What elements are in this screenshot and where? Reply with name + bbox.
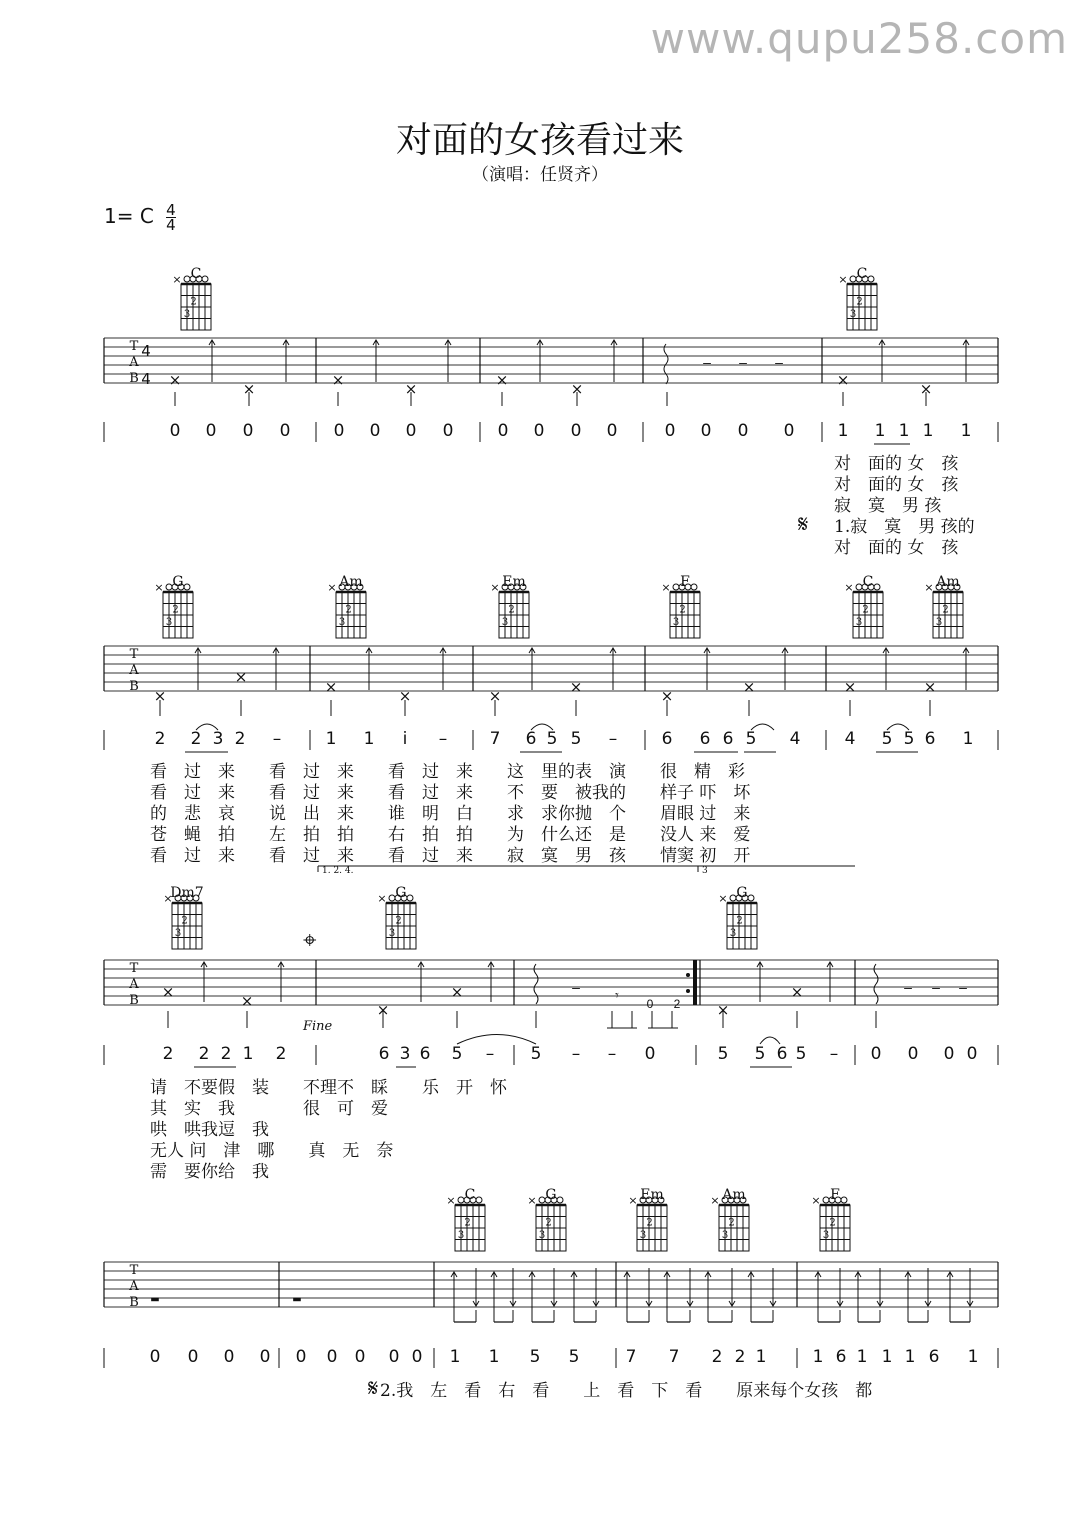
jianpu-number: 1 bbox=[755, 1347, 767, 1367]
tab-clef-b: B bbox=[129, 993, 139, 1008]
muted-string-marker: × bbox=[628, 1194, 638, 1207]
lyric-line: 请 不要假 装 不理不 睬 乐 开 怀 bbox=[150, 1078, 507, 1098]
jianpu-number: 5 bbox=[717, 1044, 729, 1064]
jianpu-number: 1 bbox=[856, 1347, 868, 1367]
jianpu-number: 3 bbox=[212, 729, 224, 749]
tab-clef-a: A bbox=[129, 663, 139, 678]
muted-string-marker: × bbox=[327, 581, 337, 594]
jianpu-number: 0 bbox=[533, 421, 545, 441]
jianpu-number: 7 bbox=[668, 1347, 680, 1367]
muted-string-marker: × bbox=[163, 892, 173, 905]
tab-clef-t: T bbox=[129, 1263, 139, 1278]
jianpu-number: 5 bbox=[530, 1044, 542, 1064]
muted-string-marker: × bbox=[718, 892, 728, 905]
lyric-line: 寂 寞 男 孩 bbox=[834, 496, 942, 516]
jianpu-number: – bbox=[571, 1044, 581, 1064]
finger-number: 2 bbox=[728, 1217, 735, 1229]
muted-string-marker: × bbox=[924, 581, 934, 594]
coda-sign: ⌖ bbox=[303, 926, 317, 954]
first-ending-label: 1. 2. 4. bbox=[322, 866, 354, 876]
muted-string-marker: × bbox=[661, 581, 671, 594]
jianpu-number: 1 bbox=[904, 1347, 916, 1367]
chord-name: C bbox=[464, 1187, 476, 1203]
jianpu-number: 1 bbox=[449, 1347, 461, 1367]
jianpu-number: – bbox=[608, 729, 618, 749]
finger-number: 2 bbox=[856, 296, 863, 308]
jianpu-number: 0 bbox=[333, 421, 345, 441]
finger-number: 2 bbox=[736, 915, 743, 927]
jianpu-number: 4 bbox=[844, 729, 856, 749]
whole-rest: ▬ bbox=[292, 1294, 302, 1305]
jianpu-number: 0 bbox=[411, 1347, 423, 1367]
jianpu-number: 2 bbox=[711, 1347, 723, 1367]
jianpu-number: 5 bbox=[881, 729, 893, 749]
muted-string-marker: × bbox=[710, 1194, 720, 1207]
jianpu-number: 5 bbox=[795, 1044, 807, 1064]
finger-number: 2 bbox=[862, 604, 869, 616]
rest-dash: – bbox=[904, 979, 912, 995]
jianpu-number: 1 bbox=[881, 1347, 893, 1367]
finger-number: 2 bbox=[345, 604, 352, 616]
lyric-line: 对 面的 女 孩 bbox=[834, 538, 959, 558]
jianpu-number: 0 bbox=[326, 1347, 338, 1367]
finger-number: 3 bbox=[338, 617, 346, 629]
jianpu-number: 6 bbox=[419, 1044, 431, 1064]
tie-slur bbox=[760, 1037, 780, 1044]
chord-name: Am bbox=[936, 574, 960, 590]
jianpu-number: i bbox=[402, 729, 408, 749]
finger-number: 3 bbox=[457, 1230, 465, 1242]
jianpu-number: 0 bbox=[943, 1044, 955, 1064]
chord-name: Em bbox=[640, 1187, 664, 1203]
strum-cross: × bbox=[742, 678, 756, 696]
finger-number: 3 bbox=[538, 1230, 546, 1242]
muted-string-marker: × bbox=[377, 892, 387, 905]
jianpu-number: 1 bbox=[488, 1347, 500, 1367]
finger-number: 2 bbox=[545, 1217, 552, 1229]
jianpu-number: 0 bbox=[242, 421, 254, 441]
chord-name: G bbox=[172, 574, 184, 590]
strum-cross: × bbox=[376, 1001, 390, 1019]
jianpu-number: 6 bbox=[722, 729, 734, 749]
strum-cross: × bbox=[450, 983, 464, 1001]
time-sig-bottom: 4 bbox=[166, 216, 176, 234]
jianpu-number: 6 bbox=[928, 1347, 940, 1367]
jianpu-number: – bbox=[438, 729, 448, 749]
strum-cross: × bbox=[398, 687, 412, 705]
watermark: www.qupu258.com bbox=[650, 14, 1068, 63]
jianpu-number: 2 bbox=[734, 1347, 746, 1367]
jianpu-number: 5 bbox=[568, 1347, 580, 1367]
chord-name: C bbox=[862, 574, 874, 590]
tab-fret-number: 2 bbox=[673, 997, 681, 1011]
jianpu-number: 0 bbox=[442, 421, 454, 441]
finger-number: 3 bbox=[935, 617, 943, 629]
tab-clef-b: B bbox=[129, 371, 139, 386]
chord-name: G bbox=[395, 885, 407, 901]
lyric-line: 对 面的 女 孩 bbox=[834, 475, 959, 495]
repeat-dot bbox=[686, 973, 690, 977]
jianpu-number: 1 bbox=[962, 729, 974, 749]
tie-slur bbox=[457, 1035, 536, 1045]
jianpu-number: 1 bbox=[837, 421, 849, 441]
strum-cross: × bbox=[660, 687, 674, 705]
jianpu-number: – bbox=[829, 1044, 839, 1064]
song-subtitle: （演唱：任贤齐） bbox=[472, 165, 608, 185]
finger-number: 3 bbox=[672, 617, 680, 629]
chord-name: C bbox=[856, 266, 868, 282]
jianpu-number: 0 bbox=[205, 421, 217, 441]
jianpu-number: 2 bbox=[234, 729, 246, 749]
jianpu-number: 5 bbox=[745, 729, 757, 749]
chord-name: C bbox=[190, 266, 202, 282]
arpeggio bbox=[664, 344, 668, 384]
rest-dash: – bbox=[775, 354, 783, 370]
strum-cross: × bbox=[240, 992, 254, 1010]
jianpu-number: 2 bbox=[162, 1044, 174, 1064]
lyric-line: 需 要你给 我 bbox=[150, 1162, 269, 1182]
jianpu-number: – bbox=[607, 1044, 617, 1064]
lyric-line: 2.我 左 看 右 看 上 看 下 看 原来每个女孩 都 bbox=[380, 1381, 873, 1401]
jianpu-number: 5 bbox=[903, 729, 915, 749]
finger-number: 3 bbox=[721, 1230, 729, 1242]
jianpu-number: 2 bbox=[190, 729, 202, 749]
lyric-line: 哄 哄我逗 我 bbox=[150, 1120, 269, 1140]
jianpu-number: 6 bbox=[924, 729, 936, 749]
lyric-line: 对 面的 女 孩 bbox=[834, 454, 959, 474]
muted-string-marker: × bbox=[811, 1194, 821, 1207]
strum-cross: × bbox=[324, 678, 338, 696]
lyric-line: 看 过 来 看 过 来 看 过 来 寂 寞 男 孩 情窦 初 开 bbox=[150, 846, 751, 866]
lyric-line: 看 过 来 看 过 来 看 过 来 不 要 被我的 样子 吓 坏 bbox=[150, 783, 751, 803]
strum-cross: × bbox=[716, 1001, 730, 1019]
jianpu-number: 0 bbox=[169, 421, 181, 441]
lyric-line: 看 过 来 看 过 来 看 过 来 这 里的表 演 很 精 彩 bbox=[150, 762, 745, 782]
finger-number: 3 bbox=[849, 309, 857, 321]
jianpu-number: 1 bbox=[325, 729, 337, 749]
finger-number: 2 bbox=[464, 1217, 471, 1229]
finger-number: 3 bbox=[501, 617, 509, 629]
finger-number: 2 bbox=[395, 915, 402, 927]
finger-number: 2 bbox=[646, 1217, 653, 1229]
segno-sign: 𝄋 bbox=[368, 1374, 379, 1402]
jianpu-number: 0 bbox=[966, 1044, 978, 1064]
chord-name: F bbox=[830, 1187, 840, 1203]
jianpu-number: 1 bbox=[812, 1347, 824, 1367]
tab-fret-number: 0 bbox=[646, 997, 654, 1011]
jianpu-number: 2 bbox=[220, 1044, 232, 1064]
song-title: 对面的女孩看过来 bbox=[395, 120, 684, 161]
strum-cross: × bbox=[843, 678, 857, 696]
finger-number: 2 bbox=[508, 604, 515, 616]
finger-number: 2 bbox=[829, 1217, 836, 1229]
jianpu-number: 0 bbox=[606, 421, 618, 441]
eighth-rest: 𝄾 bbox=[615, 988, 619, 1004]
jianpu-number: 0 bbox=[907, 1044, 919, 1064]
jianpu-number: 6 bbox=[525, 729, 537, 749]
strum-cross: × bbox=[161, 983, 175, 1001]
segno-sign: 𝄋 bbox=[798, 510, 809, 538]
strum-cross: × bbox=[234, 668, 248, 686]
tab-clef-a: A bbox=[129, 1279, 139, 1294]
jianpu-number: 0 bbox=[783, 421, 795, 441]
arpeggio bbox=[534, 964, 538, 1004]
jianpu-number: 7 bbox=[625, 1347, 637, 1367]
jianpu-number: 0 bbox=[405, 421, 417, 441]
jianpu-number: 0 bbox=[664, 421, 676, 441]
jianpu-number: 0 bbox=[223, 1347, 235, 1367]
jianpu-number: 0 bbox=[388, 1347, 400, 1367]
lyric-line: 的 悲 哀 说 出 来 谁 明 白 求 求你抛 个 眉眼 过 来 bbox=[150, 804, 751, 824]
strum-cross: × bbox=[404, 380, 418, 398]
strum-cross: × bbox=[570, 380, 584, 398]
chord-name: Am bbox=[339, 574, 363, 590]
strum-cross: × bbox=[168, 371, 182, 389]
chord-name: Dm7 bbox=[170, 885, 204, 901]
key-label: 1= C bbox=[104, 204, 154, 228]
jianpu-number: 7 bbox=[489, 729, 501, 749]
finger-number: 2 bbox=[181, 915, 188, 927]
jianpu-number: 1 bbox=[922, 421, 934, 441]
time-sig-top: 4 bbox=[166, 201, 176, 219]
jianpu-number: 0 bbox=[295, 1347, 307, 1367]
jianpu-number: 0 bbox=[187, 1347, 199, 1367]
jianpu-number: – bbox=[272, 729, 282, 749]
rest-dash: – bbox=[959, 979, 967, 995]
jianpu-number: 1 bbox=[874, 421, 886, 441]
jianpu-number: 0 bbox=[369, 421, 381, 441]
chord-name: Em bbox=[502, 574, 526, 590]
lyric-line: 无人 问 津 哪 真 无 奈 bbox=[150, 1141, 394, 1161]
muted-string-marker: × bbox=[844, 581, 854, 594]
strum-cross: × bbox=[495, 371, 509, 389]
jianpu-number: 1 bbox=[960, 421, 972, 441]
jianpu-number: 5 bbox=[754, 1044, 766, 1064]
jianpu-number: 0 bbox=[149, 1347, 161, 1367]
finger-number: 3 bbox=[165, 617, 173, 629]
jianpu-number: 5 bbox=[546, 729, 558, 749]
finger-number: 3 bbox=[174, 928, 182, 940]
chord-name: F bbox=[680, 574, 690, 590]
rest-dash: – bbox=[572, 979, 580, 995]
jianpu-number: 6 bbox=[835, 1347, 847, 1367]
repeat-end-thick-bar bbox=[693, 960, 697, 1005]
arpeggio bbox=[874, 964, 878, 1004]
lyric-line: 其 实 我 很 可 爱 bbox=[150, 1099, 388, 1119]
strum-cross: × bbox=[242, 380, 256, 398]
whole-rest: ▬ bbox=[150, 1294, 160, 1305]
jianpu-number: 1 bbox=[967, 1347, 979, 1367]
muted-string-marker: × bbox=[490, 581, 500, 594]
jianpu-number: 5 bbox=[529, 1347, 541, 1367]
jianpu-number: – bbox=[485, 1044, 495, 1064]
muted-string-marker: × bbox=[527, 1194, 537, 1207]
strum-cross: × bbox=[331, 371, 345, 389]
tab-clef-t: T bbox=[129, 961, 139, 976]
jianpu-number: 0 bbox=[644, 1044, 656, 1064]
strum-cross: × bbox=[919, 380, 933, 398]
jianpu-number: 0 bbox=[700, 421, 712, 441]
jianpu-number: 0 bbox=[870, 1044, 882, 1064]
jianpu-number: 0 bbox=[354, 1347, 366, 1367]
tab-clef-b: B bbox=[129, 1295, 139, 1310]
finger-number: 2 bbox=[679, 604, 686, 616]
rest-dash: – bbox=[703, 354, 711, 370]
jianpu-number: 4 bbox=[789, 729, 801, 749]
tab-time-bottom: 4 bbox=[141, 370, 151, 388]
jianpu-number: 6 bbox=[776, 1044, 788, 1064]
tab-clef-t: T bbox=[129, 647, 139, 662]
chord-name: G bbox=[545, 1187, 557, 1203]
muted-string-marker: × bbox=[172, 273, 182, 286]
jianpu-number: 6 bbox=[699, 729, 711, 749]
finger-number: 3 bbox=[388, 928, 396, 940]
jianpu-number: 6 bbox=[378, 1044, 390, 1064]
jianpu-number: 2 bbox=[154, 729, 166, 749]
finger-number: 2 bbox=[172, 604, 179, 616]
lyric-line: 1.寂 寞 男 孩的 bbox=[834, 517, 975, 537]
second-ending-label: 3 bbox=[702, 866, 708, 876]
jianpu-number: 1 bbox=[242, 1044, 254, 1064]
strum-cross: × bbox=[153, 687, 167, 705]
finger-number: 3 bbox=[183, 309, 191, 321]
jianpu-number: 5 bbox=[570, 729, 582, 749]
tab-clef-t: T bbox=[129, 339, 139, 354]
tab-time-top: 4 bbox=[141, 342, 151, 360]
jianpu-number: 0 bbox=[259, 1347, 271, 1367]
tab-clef-a: A bbox=[129, 355, 139, 370]
rest-dash: – bbox=[739, 354, 747, 370]
jianpu-number: 0 bbox=[737, 421, 749, 441]
repeat-dot bbox=[686, 989, 690, 993]
jianpu-number: 3 bbox=[399, 1044, 411, 1064]
muted-string-marker: × bbox=[154, 581, 164, 594]
tab-clef-a: A bbox=[129, 977, 139, 992]
fine-marker: Fine bbox=[303, 1019, 333, 1034]
lyric-line: 苍 蝇 拍 左 拍 拍 右 拍 拍 为 什么还 是 没人 来 爱 bbox=[150, 825, 751, 845]
finger-number: 3 bbox=[822, 1230, 830, 1242]
muted-string-marker: × bbox=[446, 1194, 456, 1207]
rest-dash: – bbox=[932, 979, 940, 995]
chord-name: Am bbox=[722, 1187, 746, 1203]
jianpu-number: 2 bbox=[275, 1044, 287, 1064]
jianpu-number: 1 bbox=[898, 421, 910, 441]
finger-number: 2 bbox=[190, 296, 197, 308]
finger-number: 3 bbox=[729, 928, 737, 940]
strum-cross: × bbox=[488, 687, 502, 705]
muted-string-marker: × bbox=[838, 273, 848, 286]
strum-cross: × bbox=[923, 678, 937, 696]
finger-number: 3 bbox=[639, 1230, 647, 1242]
jianpu-number: 6 bbox=[661, 729, 673, 749]
jianpu-number: 5 bbox=[451, 1044, 463, 1064]
finger-number: 2 bbox=[942, 604, 949, 616]
tab-clef-b: B bbox=[129, 679, 139, 694]
strum-cross: × bbox=[836, 371, 850, 389]
jianpu-number: 0 bbox=[570, 421, 582, 441]
jianpu-number: 1 bbox=[363, 729, 375, 749]
strum-cross: × bbox=[790, 983, 804, 1001]
jianpu-number: 0 bbox=[279, 421, 291, 441]
jianpu-number: 0 bbox=[497, 421, 509, 441]
strum-cross: × bbox=[569, 678, 583, 696]
chord-name: G bbox=[736, 885, 748, 901]
jianpu-number: 2 bbox=[198, 1044, 210, 1064]
finger-number: 3 bbox=[855, 617, 863, 629]
